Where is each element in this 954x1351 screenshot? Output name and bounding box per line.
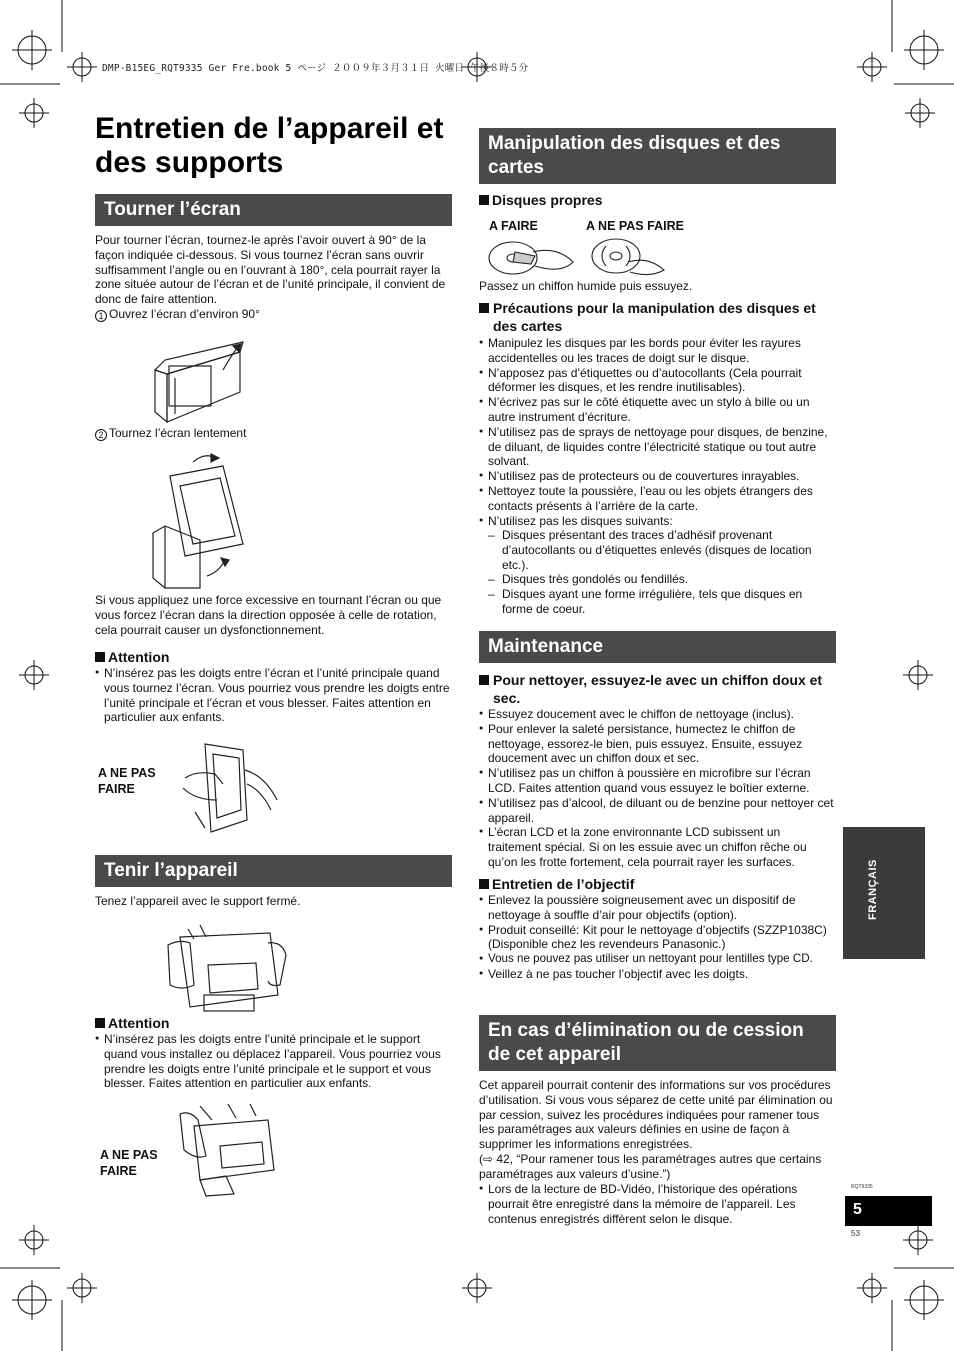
step-2 — [95, 426, 246, 441]
nettoyer-item: ● N’utilisez pas d’alcool, de diluant ou de benzine pour nettoyer cet appareil. — [479, 796, 836, 826]
a-ne-pas-faire-label: A NE PAS FAIRE — [586, 219, 684, 233]
a-faire-label: A FAIRE — [489, 219, 538, 233]
objectif-title: Entretien de l’objectif — [492, 876, 635, 892]
open-screen-illustration — [145, 330, 255, 430]
precautions-heading — [479, 299, 836, 335]
square-bullet-icon — [95, 1018, 105, 1028]
tenir-intro: Tenez l’appareil avec le support fermé. — [95, 894, 301, 908]
language-label: FRANÇAIS — [867, 859, 879, 920]
elimination-reference: (⇨ 42, “Pour ramener tous les paramétrages autres que certains paramétrages aux valeurs d’usine.”) — [479, 1152, 822, 1181]
step-2-text: Tournez l’écran lentement — [109, 426, 247, 440]
precaution-item: ● N’écrivez pas sur le côté étiquette avec un stylo à bille ou un autre instrument d’écriture. — [479, 395, 836, 425]
forbidden-disc-item: – Disques ayant une forme irrégulière, tels que disques en forme de coeur. — [488, 587, 836, 617]
precaution-item: ● N’apposez pas d’étiquettes ou d’autocollants (Cela pourrait déformer les disques, et les rendre inutilisables). — [479, 366, 836, 396]
ne-pas-faire-line-2: FAIRE — [100, 1164, 137, 1178]
ne-pas-faire-line-1: A NE PAS — [98, 766, 156, 780]
precaution-item: ● N’utilisez pas de sprays de nettoyage pour disques, de benzine, de diluant, de liquides contre l’électricité statique ou tout autre solvant. — [479, 425, 836, 469]
ne-pas-faire-line-1: A NE PAS — [100, 1148, 158, 1162]
precaution-item: ● Nettoyez toute la poussière, l’eau ou les objets étrangers des contacts présents à l’arrière de la carte. — [479, 484, 836, 514]
nettoyer-item: ● Pour enlever la saleté persistance, humectez le chiffon de nettoyage, essorez-le bien, puis essuyez. Ensuite, essuyez doucement avec un chiffon doux et sec. — [479, 722, 836, 766]
objectif-item: ● Enlevez la poussière soigneusement avec un dispositif de nettoyage à souffle d’air pour objectifs (option). — [479, 893, 836, 923]
objectif-item: ● Vous ne pouvez pas utiliser un nettoyant pour lentilles type CD. — [479, 952, 836, 967]
nettoyer-item: ● N’utilisez pas un chiffon à poussière en microfibre sur l’écran LCD. Faites attention quand vous essuyez le boîtier externe. — [479, 766, 836, 796]
section-title-elimination: En cas d’élimination ou de cession de cet appareil — [479, 1015, 836, 1071]
precaution-item: ● N’utilisez pas les disques suivants: — [479, 514, 836, 529]
disc-wipe-incorrect-illustration — [588, 236, 668, 278]
square-bullet-icon — [479, 879, 489, 889]
precaution-item: ● N’utilisez pas de protecteurs ou de couvertures inrayables. — [479, 469, 836, 484]
objectif-heading — [479, 875, 634, 893]
section-title-tourner: Tourner l’écran — [95, 194, 452, 226]
square-bullet-icon — [479, 675, 489, 685]
step-1-number: 1 — [95, 310, 107, 322]
step-1 — [95, 307, 260, 322]
attention-2-title: Attention — [108, 1015, 170, 1031]
precautions-title: Précautions pour la manipulation des disques et des cartes — [493, 300, 816, 334]
section-title-tenir: Tenir l’appareil — [95, 855, 452, 887]
objectif-item: ● Produit conseillé: Kit pour le nettoyage d’objectifs (SZZP1038C) (Disponible chez les revendeurs Panasonic.) — [479, 923, 836, 953]
holding-device-illustration — [160, 915, 290, 1015]
page-title: Entretien de l’appareil et des supports — [95, 112, 444, 179]
attention-1-item: ● N’insérez pas les doigts entre l’écran et l’unité principale quand vous tournez l’écran. Vous pourriez vous prendre les doigts entre l’unité principale et l’écran et vous blesser. Faites attention en particulier aux enfants. — [95, 666, 452, 725]
square-bullet-icon — [479, 303, 489, 313]
nettoyer-item: ● Essuyez doucement avec le chiffon de nettoyage (inclus). — [479, 707, 836, 722]
disques-propres-heading — [479, 191, 602, 209]
square-bullet-icon — [95, 652, 105, 662]
precautions-list — [479, 336, 836, 528]
attention-2-item: ● N’insérez pas les doigts entre l’unité principale et le support quand vous installez ou déplacez l’appareil. Vous pourriez vous prendre les doigts entre l’unité principale et le support et vous blesser. Faites attention en particulier aux enfants. — [95, 1032, 452, 1091]
nettoyer-title: Pour nettoyer, essuyez-le avec un chiffon doux et sec. — [493, 672, 823, 706]
rotate-screen-illustration — [145, 448, 255, 593]
square-bullet-icon — [479, 195, 489, 205]
attention-1-heading — [95, 648, 169, 666]
stand-caution-illustration — [170, 1100, 280, 1198]
tourner-intro: Pour tourner l’écran, tournez-le après l’avoir ouvert à 90° de la façon indiquée ci-dessous. Si vous tournez l’écran sans ouvrir suffisamment l’angle ou en l’ouvrant à 180°, cela pourrait rayer la zone située autour de l’écran et de l’unité principale, il convient de donc de faire attention. — [95, 233, 446, 307]
fingers-caution-illustration — [175, 740, 285, 835]
ne-pas-faire-label-1 — [98, 765, 156, 797]
file-header: DMP-B15EG_RQT9335 Ger Fre.book 5 ページ ２００９年３月３１日 火曜日 午後８時５分 — [102, 63, 529, 74]
attention-2-heading — [95, 1014, 169, 1032]
objectif-list — [479, 893, 836, 982]
document-code: RQT9335 — [851, 1184, 873, 1190]
nettoyer-list — [479, 707, 836, 870]
disques-propres-title: Disques propres — [492, 192, 603, 208]
forbidden-discs-list — [479, 528, 836, 617]
disc-wipe-correct-illustration — [487, 238, 577, 278]
rotation-warning: Si vous appliquez une force excessive en tournant l’écran ou que vous forcez l’écran dans la direction opposée à celle de rotation, cela pourrait causer un dysfonctionnement. — [95, 593, 442, 637]
nettoyer-heading — [479, 671, 836, 707]
page-number-box: 5 — [845, 1196, 932, 1226]
ne-pas-faire-line-2: FAIRE — [98, 782, 135, 796]
ne-pas-faire-label-2 — [100, 1147, 158, 1179]
step-2-number: 2 — [95, 429, 107, 441]
objectif-item: ● Veillez à ne pas toucher l’objectif avec les doigts. — [479, 967, 836, 982]
forbidden-disc-item: – Disques très gondolés ou fendillés. — [488, 572, 836, 587]
elimination-list — [479, 1182, 836, 1226]
section-title-manipulation: Manipulation des disques et des cartes — [479, 128, 836, 184]
section-title-maintenance: Maintenance — [479, 631, 836, 663]
attention-1-title: Attention — [108, 649, 170, 665]
forbidden-disc-item: – Disques présentant des traces d’adhésif provenant d’autocollants ou d’étiquettes enlevés (disques de location etc.). — [488, 528, 836, 572]
attention-1-list — [95, 666, 452, 725]
attention-2-list — [95, 1032, 452, 1091]
elimination-item: ● Lors de la lecture de BD-Vidéo, l’historique des opérations pourrait être enregistré dans la mémoire de l’appareil. Les contenus enregistrés diffèrent selon le disque. — [479, 1182, 836, 1226]
language-tab — [843, 827, 925, 959]
page-small-number: 53 — [851, 1229, 860, 1238]
elimination-intro: Cet appareil pourrait contenir des informations sur vos procédures d’utilisation. Si vous vous séparez de cette unité par élimination ou par cession, suivez les procédures indiquées pour ramener tous les paramétrages aux valeurs définies en usine de façon à supprimer les informations enregistrées. — [479, 1078, 833, 1152]
step-1-text: Ouvrez l’écran d’environ 90° — [109, 307, 260, 321]
nettoyer-item: ● L’écran LCD et la zone environnante LCD subissent un traitement spécial. Si on les essuie avec un chiffon rêche ou qu’on les frotte fortement, cela pourrait rayer les surfaces. — [479, 825, 836, 869]
precaution-item: ● Manipulez les disques par les bords pour éviter les rayures accidentelles ou les traces de doigt sur le disque. — [479, 336, 836, 366]
wipe-note: Passez un chiffon humide puis essuyez. — [479, 279, 693, 293]
